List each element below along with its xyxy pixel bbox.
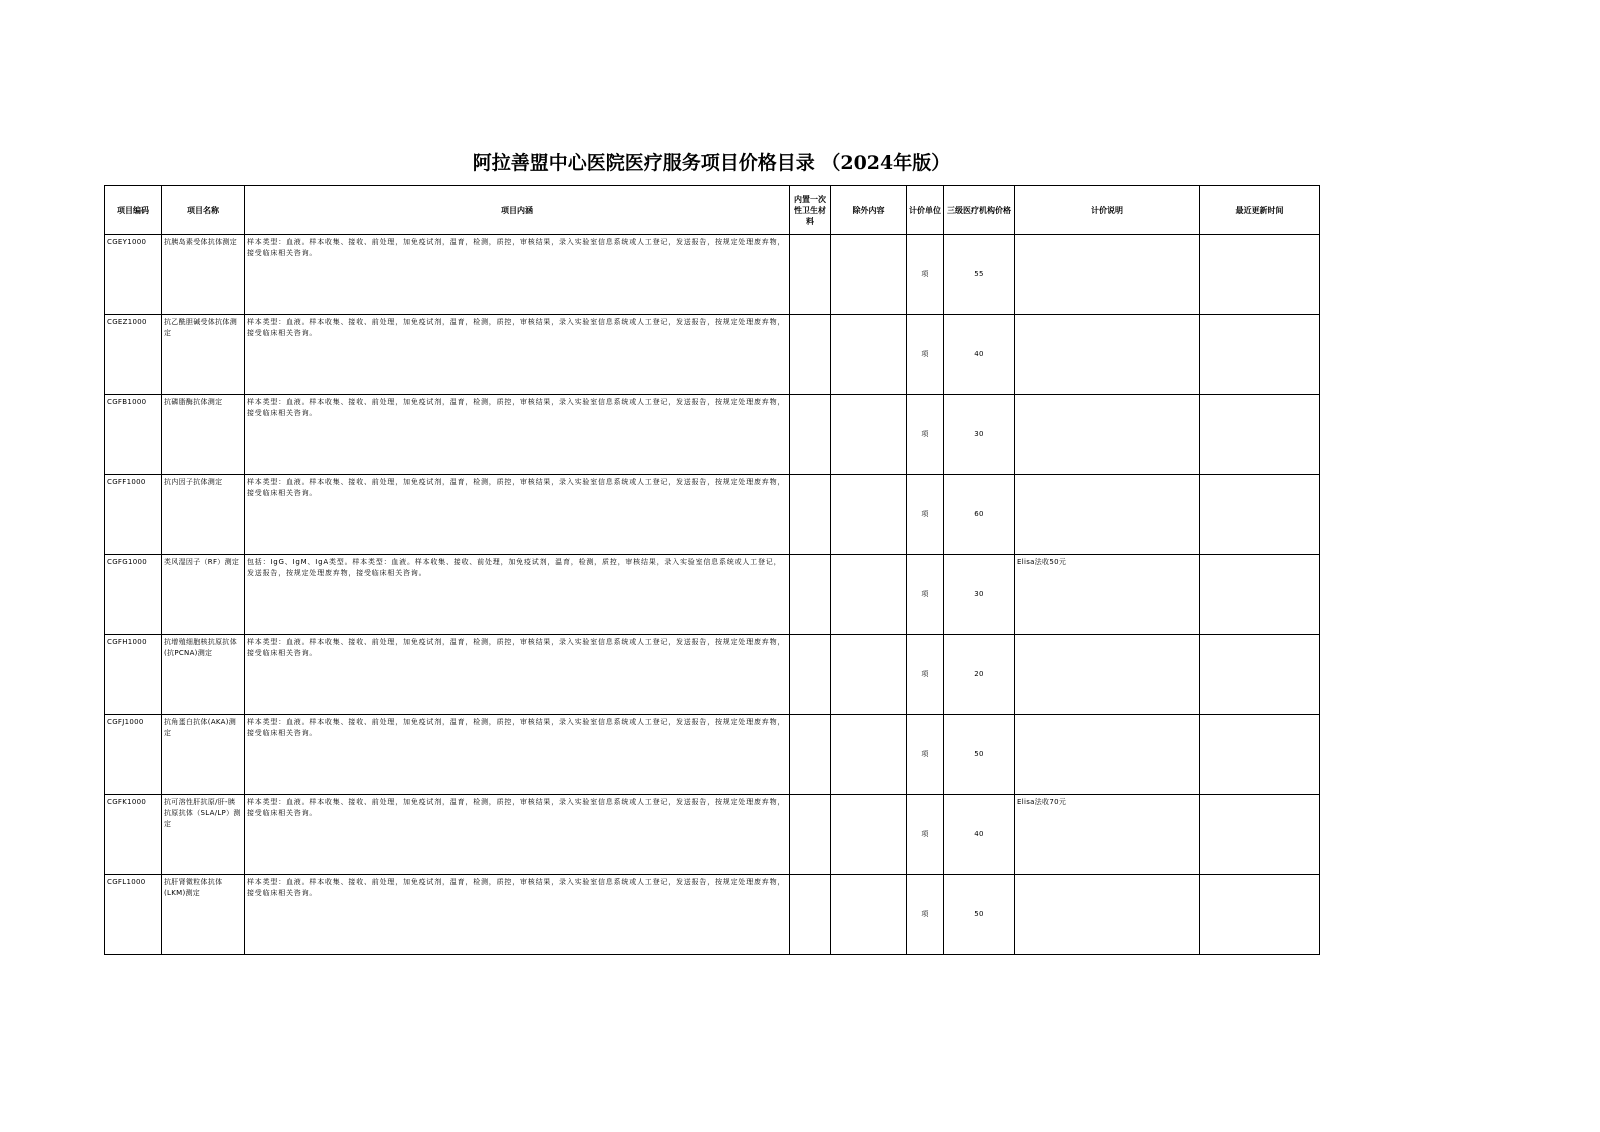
cell-note — [1015, 715, 1200, 795]
cell-price: 40 — [944, 795, 1015, 875]
page-title: 阿拉善盟中心医院医疗服务项目价格目录 （2024年版） — [472, 152, 951, 174]
header-code: 项目编码 — [105, 186, 162, 235]
cell-code: CGEY1000 — [105, 235, 162, 315]
cell-note — [1015, 395, 1200, 475]
header-price: 三级医疗机构价格 — [944, 186, 1015, 235]
cell-name: 抗乙酰胆碱受体抗体测定 — [162, 315, 245, 395]
cell-unit: 项 — [907, 555, 944, 635]
cell-unit: 项 — [907, 235, 944, 315]
cell-excluded — [831, 795, 907, 875]
cell-unit: 项 — [907, 315, 944, 395]
cell-name: 抗可溶性肝抗原/肝-胰抗原抗体（SLA/LP）测定 — [162, 795, 245, 875]
header-excluded: 除外内容 — [831, 186, 907, 235]
header-material: 内置一次性卫生材料 — [790, 186, 831, 235]
cell-content: 样本类型：血液。样本收集、接收、前处理，加免疫试剂，温育，检测，质控，审核结果，录入实验室信息系统或人工登记，发送报告，按规定处理废弃物，接受临床相关咨询。 — [245, 475, 790, 555]
price-table — [104, 185, 1320, 955]
cell-updated — [1200, 555, 1320, 635]
cell-excluded — [831, 395, 907, 475]
cell-excluded — [831, 315, 907, 395]
cell-code: CGEZ1000 — [105, 315, 162, 395]
cell-name: 抗增殖细胞核抗原抗体(抗PCNA)测定 — [162, 635, 245, 715]
cell-content: 样本类型：血液。样本收集、接收、前处理，加免疫试剂，温育，检测，质控，审核结果，录入实验室信息系统或人工登记，发送报告，按规定处理废弃物，接受临床相关咨询。 — [245, 795, 790, 875]
cell-updated — [1200, 235, 1320, 315]
table-row — [105, 395, 1320, 475]
cell-excluded — [831, 235, 907, 315]
cell-price: 60 — [944, 475, 1015, 555]
table-row — [105, 795, 1320, 875]
cell-excluded — [831, 555, 907, 635]
cell-unit: 项 — [907, 715, 944, 795]
cell-note — [1015, 315, 1200, 395]
table-row — [105, 475, 1320, 555]
cell-updated — [1200, 635, 1320, 715]
cell-updated — [1200, 715, 1320, 795]
cell-excluded — [831, 475, 907, 555]
header-unit: 计价单位 — [907, 186, 944, 235]
cell-note — [1015, 475, 1200, 555]
cell-price: 40 — [944, 315, 1015, 395]
header-updated: 最近更新时间 — [1200, 186, 1320, 235]
table-row — [105, 315, 1320, 395]
cell-code: CGFF1000 — [105, 475, 162, 555]
header-note: 计价说明 — [1015, 186, 1200, 235]
cell-price: 50 — [944, 715, 1015, 795]
cell-material — [790, 315, 831, 395]
cell-code: CGFB1000 — [105, 395, 162, 475]
cell-code: CGFG1000 — [105, 555, 162, 635]
cell-excluded — [831, 715, 907, 795]
cell-price: 50 — [944, 875, 1015, 955]
cell-code: CGFH1000 — [105, 635, 162, 715]
table-header-row — [105, 186, 1320, 235]
cell-note: Elisa法收70元 — [1015, 795, 1200, 875]
cell-updated — [1200, 395, 1320, 475]
cell-material — [790, 555, 831, 635]
cell-material — [790, 235, 831, 315]
cell-content: 样本类型：血液。样本收集、接收、前处理，加免疫试剂，温育，检测，质控，审核结果，录入实验室信息系统或人工登记，发送报告，按规定处理废弃物，接受临床相关咨询。 — [245, 315, 790, 395]
cell-note — [1015, 235, 1200, 315]
cell-note: Elisa法收50元 — [1015, 555, 1200, 635]
cell-unit: 项 — [907, 475, 944, 555]
header-content: 项目内涵 — [245, 186, 790, 235]
cell-updated — [1200, 315, 1320, 395]
cell-material — [790, 875, 831, 955]
cell-unit: 项 — [907, 795, 944, 875]
cell-name: 类风湿因子（RF）测定 — [162, 555, 245, 635]
cell-code: CGFK1000 — [105, 795, 162, 875]
cell-material — [790, 395, 831, 475]
table-row — [105, 235, 1320, 315]
cell-excluded — [831, 635, 907, 715]
cell-name: 抗胰岛素受体抗体测定 — [162, 235, 245, 315]
cell-content: 样本类型：血液。样本收集、接收、前处理，加免疫试剂，温育，检测，质控，审核结果，录入实验室信息系统或人工登记，发送报告，按规定处理废弃物，接受临床相关咨询。 — [245, 235, 790, 315]
cell-code: CGFJ1000 — [105, 715, 162, 795]
header-name: 项目名称 — [162, 186, 245, 235]
cell-material — [790, 475, 831, 555]
cell-name: 抗磷脂酶抗体测定 — [162, 395, 245, 475]
cell-material — [790, 795, 831, 875]
table-row — [105, 555, 1320, 635]
cell-updated — [1200, 795, 1320, 875]
cell-price: 55 — [944, 235, 1015, 315]
cell-updated — [1200, 875, 1320, 955]
cell-unit: 项 — [907, 875, 944, 955]
table-row — [105, 875, 1320, 955]
cell-name: 抗肝肾微粒体抗体(LKM)测定 — [162, 875, 245, 955]
cell-updated — [1200, 475, 1320, 555]
cell-excluded — [831, 875, 907, 955]
cell-name: 抗角蛋白抗体(AKA)测定 — [162, 715, 245, 795]
cell-material — [790, 635, 831, 715]
cell-content: 样本类型：血液。样本收集、接收、前处理，加免疫试剂，温育，检测，质控，审核结果，录入实验室信息系统或人工登记，发送报告，按规定处理废弃物，接受临床相关咨询。 — [245, 635, 790, 715]
cell-content: 样本类型：血液。样本收集、接收、前处理，加免疫试剂，温育，检测，质控，审核结果，录入实验室信息系统或人工登记，发送报告，按规定处理废弃物，接受临床相关咨询。 — [245, 395, 790, 475]
cell-unit: 项 — [907, 395, 944, 475]
cell-note — [1015, 875, 1200, 955]
cell-price: 30 — [944, 395, 1015, 475]
cell-material — [790, 715, 831, 795]
cell-content: 样本类型：血液。样本收集、接收、前处理，加免疫试剂，温育，检测，质控，审核结果，录入实验室信息系统或人工登记，发送报告，按规定处理废弃物，接受临床相关咨询。 — [245, 875, 790, 955]
cell-unit: 项 — [907, 635, 944, 715]
cell-price: 20 — [944, 635, 1015, 715]
cell-content: 样本类型：血液。样本收集、接收、前处理，加免疫试剂，温育，检测，质控，审核结果，录入实验室信息系统或人工登记，发送报告，按规定处理废弃物，接受临床相关咨询。 — [245, 715, 790, 795]
table-row — [105, 715, 1320, 795]
cell-note — [1015, 635, 1200, 715]
cell-content: 包括：IgG、IgM、IgA类型。样本类型：血液。样本收集、接收、前处理，加免疫试剂，温育，检测，质控，审核结果，录入实验室信息系统或人工登记，发送报告，按规定处理废弃物，接受临床相关咨询。 — [245, 555, 790, 635]
table-row — [105, 635, 1320, 715]
cell-name: 抗内因子抗体测定 — [162, 475, 245, 555]
cell-code: CGFL1000 — [105, 875, 162, 955]
cell-price: 30 — [944, 555, 1015, 635]
